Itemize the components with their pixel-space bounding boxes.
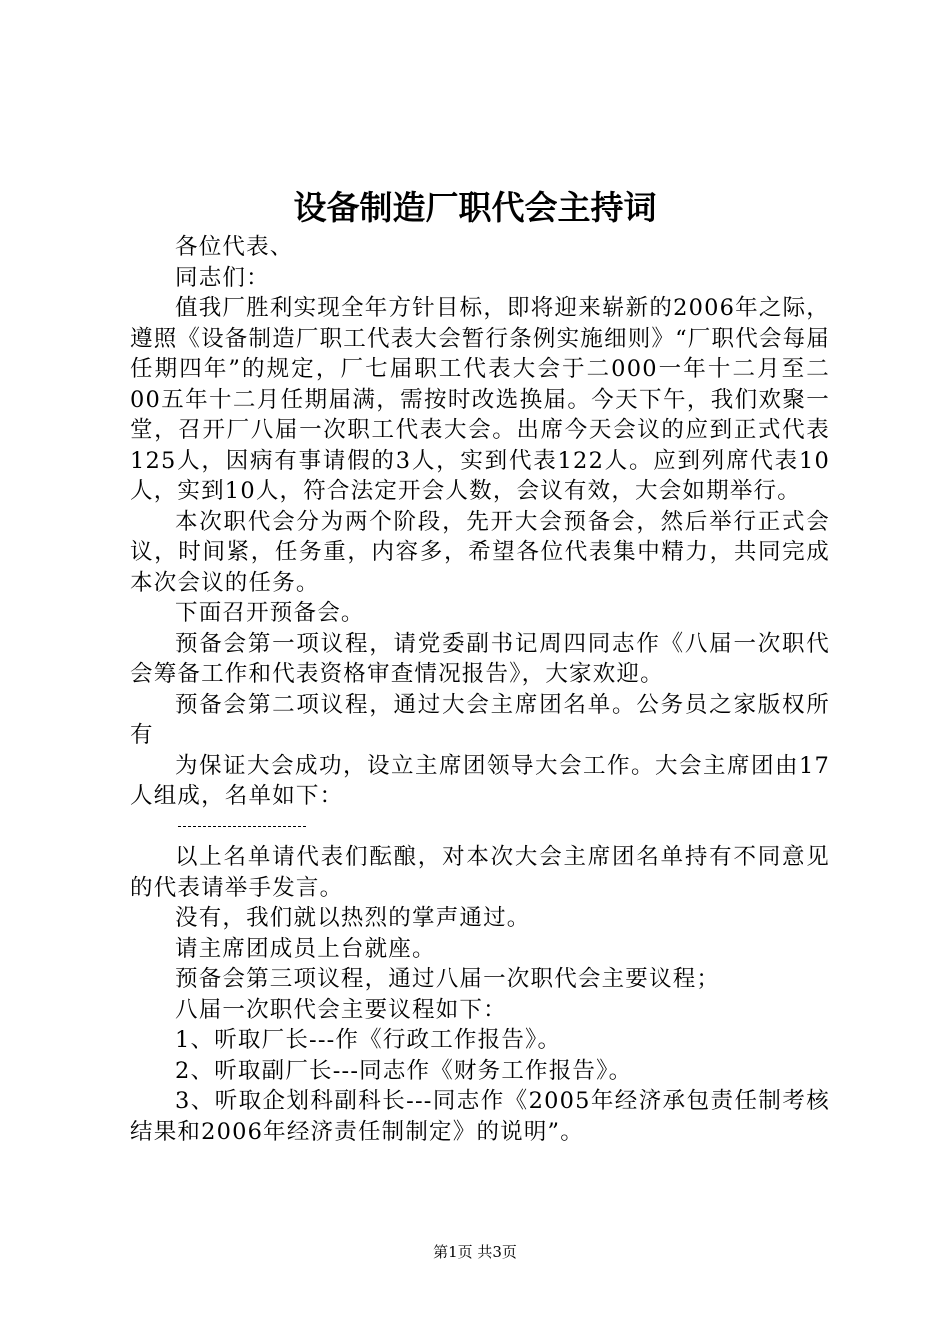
- salutation-line: 同志们：: [175, 264, 270, 291]
- page-number-footer: 第1页 共3页: [433, 1243, 517, 1261]
- paragraph-stages: 本次职代会分为两个阶段，先开大会预备会，然后举行正式会议，时间紧，任务重，内容多，希望各位代表集中精力，共同完成本次会议的任务。: [130, 508, 830, 596]
- agenda-item: 2、听取副厂长---同志作《财务工作报告》。: [175, 1057, 633, 1084]
- paragraph-presidium: 为保证大会成功，设立主席团领导大会工作。大会主席团由17人组成，名单如下：: [130, 752, 830, 809]
- agenda-item: 3、听取企划科副科长---同志作《2005年经济承包责任制考核结果和2006年经济责任制制定》的说明”。: [130, 1088, 830, 1145]
- paragraph-main-agenda: 八届一次职代会主要议程如下：: [175, 996, 507, 1023]
- paragraph-agenda-3: 预备会第三项议程，通过八届一次职代会主要议程；: [175, 966, 721, 992]
- paragraph-preparatory: 下面召开预备会。: [175, 600, 365, 626]
- paragraph-opening: 值我厂胜利实现全年方针目标，即将迎来崭新的2006年之际，遵照《设备制造厂职工代表大会暂行条例实施细则》“厂职代会每届任期四年”的规定，厂七届职工代表大会于二000一年十二月至二00五年十二月任期届满，需按时改选换届。今天下午，我们欢聚一堂，召开厂八届一次职工代表大会。出席今天会议的应到正式代表125人，因病有事请假的3人，实到代表122人。应到列席代表10人，实到10人，符合法定开会人数，会议有效，大会如期举行。: [130, 295, 831, 504]
- paragraph-agenda-2: 预备会第二项议程，通过大会主席团名单。公务员之家版权所有: [130, 691, 830, 748]
- paragraph-deliberate: 以上名单请代表们酝酿，对本次大会主席团名单持有不同意见的代表请举手发言。: [130, 844, 830, 901]
- document-title: 设备制造厂职代会主持词: [293, 188, 657, 227]
- paragraph-approve: 没有，我们就以热烈的掌声通过。: [175, 905, 531, 931]
- agenda-item: 1、听取厂长---作《行政工作报告》。: [175, 1027, 562, 1053]
- name-list-placeholder-line: [130, 812, 830, 843]
- paragraph-seat: 请主席团成员上台就座。: [175, 935, 436, 962]
- document-body: [130, 232, 830, 1147]
- paragraph-agenda-1: 预备会第一项议程，请党委副书记周四同志作《八届一次职代会筹备工作和代表资格审查情况报告》，大家欢迎。: [130, 630, 830, 687]
- salutation-line: 各位代表、: [175, 234, 294, 260]
